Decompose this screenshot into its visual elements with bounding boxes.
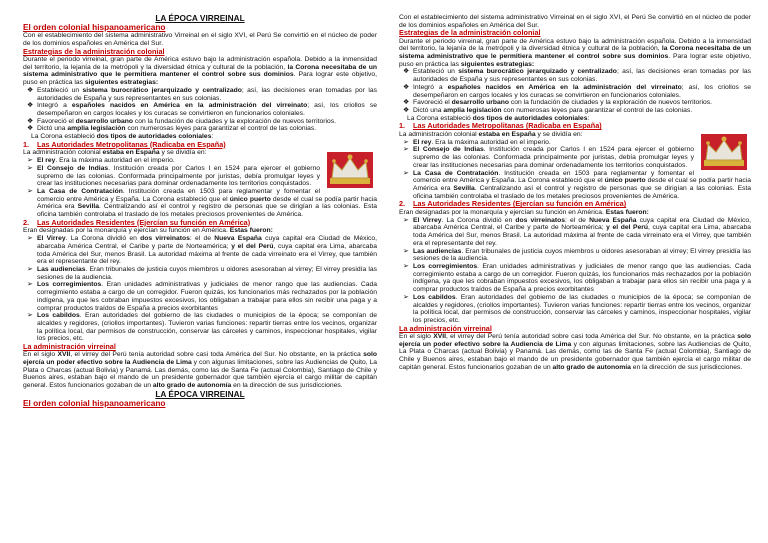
administracion-paragraph: En el siglo XVII, el virrey del Perú tenía autoridad sobre casi toda América del Sur. No obstante, en la práctica solo ejercía un poder efectivo sobre la Audiencia de Lima y con algunas limitaciones, sobre las Audiencias de Quito, La Plata o Charcas (actual Bolivia) y Panamá. Las demás, como las de Santa Fe (actual Colombia), Santiago de Chile y Buenos aires, estaban bajo el mando de un presidente gobernador que también ejercía el cargo militar de capitán general. Estos funcionarios gozaban de un alto grado de autonomía en la dirección de sus jurisdicciones. <box>23 351 377 390</box>
bullet-diamond-icon: ❖ <box>27 117 34 125</box>
bullet-arrow-icon: ➢ <box>403 247 409 255</box>
bullet-arrow-icon: ➢ <box>403 293 409 301</box>
bullet-diamond-icon: ❖ <box>403 106 410 114</box>
section-heading-orden: El orden colonial hispanoamericano <box>23 22 166 33</box>
section-heading-orden-repeat: El orden colonial hispanoamericano <box>23 397 166 408</box>
list-item: ❖ Integró a españoles nacidos en América en la administración del virreinato; así, los criollos se desempeñaron en cargos locales y los curacas se convirtieron en funcionarios coloniales. <box>27 102 377 117</box>
list-item: ➢ Las audiencias. Eran tribunales de justicia cuyos miembros u oidores asesoraban al virrey; El virrey presidía las sesiones de la audiencia. <box>403 247 751 263</box>
list-item: ❖ Dictó una amplia legislación con numerosas leyes para garantizar el control de las colonias. <box>27 125 317 133</box>
bullet-arrow-icon: ➢ <box>27 235 33 243</box>
section-heading-administracion: La administración virreinal <box>399 323 492 333</box>
list-item: ➢ Las audiencias. Eran tribunales de justicia cuyos miembros u oidores asesoraban al virrey; El virrey presidía las sesiones de la audiencia. <box>27 266 377 281</box>
bullet-diamond-icon: ❖ <box>27 86 34 94</box>
section-heading-estrategias: Estrategias de la administración colonial <box>23 46 165 56</box>
autoridades-intro: La Corona estableció dos tipos de autoridades coloniales: <box>31 133 214 141</box>
bullet-diamond-icon: ❖ <box>27 125 34 133</box>
estrategias-paragraph: Durante el periodo virreinal, gran parte de América estuvo bajo la administración española. Debido a la inmensidad del territorio, la lejanía de la metrópoli y la diversidad étnica y cultural de la población, la Corona necesitaba de un sistema administrativo que le permitiera mantener el control sobre sus dominios. Para lograr este objetivo, puso en práctica las siguientes estrategias: <box>399 37 751 68</box>
section-heading-estrategias: Estrategias de la administración colonial <box>399 28 541 38</box>
list-item: ➢ La Casa de Contratación. Institución creada en 1503 para reglamentar y fomentar el comercio entre América y España. La Corona estableció que el único puerto desde el cual se podía partir hacia América era Sevilla. Centralizando así el control y registro de personas que se dirigían a las colonias. Esta oficina también controlaba el traslado de los metales preciosos provenientes de América. <box>27 187 378 219</box>
list-item: ➢ Los corregimientos. Eran unidades administrativas y judiciales de menor rango que las audiencias. Cada corregimiento estaba a cargo de un corregidor. Fueron quizás, los funcionarios más rechazados por la población indígena, ya que les cobraban impuestos excesivos, los obligaban a trabajar para ellos sin recibir una paga y a comprar productos traídos de España a precios exorbitantes <box>403 263 751 294</box>
subheading-residentes: 2. Las Autoridades Residentes (Ejercían su función en América) <box>23 217 251 227</box>
list-item: ➢ El Consejo de Indias. Institución creada por Carlos I en 1524 para ejercer el gobierno supremo de las colonias. Conformada principalmente por juristas, debía promulgar leyes y crear las instituciones necesarias para dominar ordenadamente los territorios conquistados. <box>27 164 320 188</box>
bullet-arrow-icon: ➢ <box>27 266 33 273</box>
subheading-residentes: 2. Las Autoridades Residentes (Ejercían su función en América) <box>399 199 627 209</box>
list-item: ❖ Dictó una amplia legislación con numerosas leyes para garantizar el control de las colonias. <box>403 106 693 114</box>
bullet-arrow-icon: ➢ <box>403 263 409 270</box>
bullet-arrow-icon: ➢ <box>27 312 33 320</box>
page-title: LA ÉPOCA VIRREINAL <box>155 13 245 23</box>
bullet-diamond-icon: ❖ <box>403 83 410 91</box>
list-item: ❖ Integró a españoles nacidos en América en la administración del virreinato; así, los criollos se desempeñaron en cargos locales y los curacas se convirtieron en funcionarios coloniales. <box>403 83 751 99</box>
section-heading-administracion: La administración virreinal <box>23 342 116 352</box>
bullet-arrow-icon: ➢ <box>403 146 409 154</box>
intro-paragraph: Con el establecimiento del sistema administrativo Virreinal en el siglo XVI, el Perú Se convirtió en el núcleo de poder de los dominios españoles en América del Sur. <box>23 32 377 48</box>
metropolitanas-intro: La administración colonial estaba en España y se dividía en: <box>23 149 207 157</box>
bullet-arrow-icon: ➢ <box>27 187 33 195</box>
list-item: ➢ El rey. Era la máxima autoridad en el imperio. <box>403 138 551 146</box>
subheading-metropolitanas: 1. Las Autoridades Metropolitanas (Radicaba en España) <box>399 121 602 131</box>
bullet-arrow-icon: ➢ <box>27 157 33 165</box>
list-item: ➢ Los corregimientos. Eran unidades administrativas y judiciales de menor rango que las audiencias. Cada corregimiento estaba a cargo de un corregidor. Fueron quizás, los funcionarios más rechazados por la población indígena, ya que les cobraban impuestos excesivos, los obligaban a trabajar para ellos sin recibir una paga y a comprar productos traídos de España a precios exorbitantes <box>27 281 377 312</box>
bullet-arrow-icon: ➢ <box>403 216 409 224</box>
residentes-intro: Eran designadas por la monarquía y ejercían su función en América. Estas fueron: <box>399 209 649 217</box>
list-item: ➢ El rey. Era la máxima autoridad en el imperio. <box>27 157 175 165</box>
list-item: ➢ Los cabildos. Eran autoridades del gobierno de las ciudades o municipios de la época; se componían de alcaldes y regidores, (criollos importantes). Tuvieron varias funciones: repartir tierras entre los vecinos, organizar la política local, dar permisos de construcción, conservar las cárceles y caminos, inspeccionar hospitales, vigilar los precios, etc. <box>27 312 377 343</box>
list-item: ❖ Favoreció el desarrollo urbano con la fundación de ciudades y la exploración de nuevos territorios. <box>27 117 337 125</box>
subheading-metropolitanas: 1. Las Autoridades Metropolitanas (Radicaba en España) <box>23 139 226 149</box>
metropolitanas-intro: La administración colonial estaba en España y se dividía en: <box>399 131 583 139</box>
bullet-diamond-icon: ❖ <box>403 68 410 76</box>
left-column <box>23 14 377 408</box>
list-item: ➢ El Consejo de Indias. Institución creada por Carlos I en 1524 para ejercer el gobierno supremo de las colonias. Conformada principalmente por juristas, debía promulgar leyes y crear las instituciones necesarias para dominar ordenadamente los territorios conquistados. <box>403 146 695 169</box>
administracion-paragraph: En el siglo XVII, el virrey del Perú tenía autoridad sobre casi toda América del Sur. No obstante, en la práctica solo ejercía un poder efectivo sobre la Audiencia de Lima y con algunas limitaciones, sobre las Audiencias de Quito, La Plata o Charcas (actual Bolivia) y Panamá. Las demás, como las de Santa Fe (actual Colombia), Santiago de Chile y Buenos aires, estaban bajo el mando de un presidente gobernador que también ejercía el cargo militar de capitán general. Estos funcionarios gozaban de un alto grado de autonomía en la dirección de sus jurisdicciones. <box>399 332 751 371</box>
list-item: ➢ El Virrey. La Corona dividió en dos virreinatos: el de Nueva España cuya capital era Ciudad de México, abarcaba América Central, el Caribe y parte de Norteamérica; y el del Perú, cuya capital era Lima, abarcaba toda América del Sur, menos Brasil. La autoridad máxima al frente de cada virreinato era el Virrey, que también era el representante del rey. <box>27 235 378 266</box>
autoridades-intro: La Corona estableció dos tipos de autoridades coloniales: <box>407 114 590 122</box>
right-column <box>399 14 751 371</box>
bullet-arrow-icon: ➢ <box>403 169 409 177</box>
bullet-diamond-icon: ❖ <box>27 102 34 110</box>
list-item: ❖ Estableció un sistema burocrático jerarquizado y centralizado; así, las decisiones eran tomadas por las autoridades de España y sus representantes en sus colonias. <box>27 86 377 102</box>
list-item: ➢ El Virrey. La Corona dividió en dos virreinatos: el de Nueva España cuya capital era Ciudad de México, abarcaba América Central, el Caribe y parte de Norteamérica; y el del Perú, cuya capital era Lima, abarcaba toda América del Sur, menos Brasil. La autoridad máxima al frente de cada virreinato era el Virrey, que también era el representante del rey. <box>403 216 751 247</box>
estrategias-paragraph: Durante el periodo virreinal, gran parte de América estuvo bajo la administración española. Debido a la inmensidad del territorio, la lejanía de la metrópoli y la diversidad étnica y cultural de la población, la Corona necesitaba de un sistema administrativo que le permitiera mantener el control sobre sus dominios. Para lograr este objetivo, puso en práctica las siguientes estrategias: <box>23 56 378 87</box>
intro-paragraph: Con el establecimiento del sistema administrativo Virreinal en el siglo XVI, el Perú Se convirtió en el núcleo de poder de los dominios españoles en América del Sur. <box>399 14 751 29</box>
list-item: ❖ Favoreció el desarrollo urbano con la fundación de ciudades y la exploración de nuevos territorios. <box>403 99 713 107</box>
bullet-arrow-icon: ➢ <box>403 138 409 146</box>
list-item: ➢ La Casa de Contratación. Institución creada en 1503 para reglamentar y fomentar el comercio entre América y España. La Corona estableció que el único puerto desde el cual se podía partir hacia América era Sevilla. Centralizando así el control y registro de personas que se dirigían a las colonias. Esta oficina también controlaba el traslado de los metales preciosos provenientes de América. <box>403 169 752 200</box>
list-item: ❖ Estableció un sistema burocrático jerarquizado y centralizado; así, las decisiones eran tomadas por las autoridades de España y sus representantes en sus colonias. <box>403 68 751 84</box>
bullet-diamond-icon: ❖ <box>403 99 410 107</box>
page-title-repeat: LA ÉPOCA VIRREINAL <box>155 388 245 399</box>
residentes-intro: Eran designadas por la monarquía y ejercían su función en América. Estas fueron: <box>23 227 273 235</box>
bullet-arrow-icon: ➢ <box>27 164 33 172</box>
bullet-arrow-icon: ➢ <box>27 281 33 289</box>
list-item: ➢ Los cabildos. Eran autoridades del gobierno de las ciudades o municipios de la época; se componían de alcaldes y regidores, (criollos importantes). Tuvieron varias funciones: repartir tierras entre los vecinos, organizar la política local, dar permisos de construcción, conservar las cárceles y caminos, inspeccionar hospitales, vigilar los precios, etc. <box>403 293 751 324</box>
